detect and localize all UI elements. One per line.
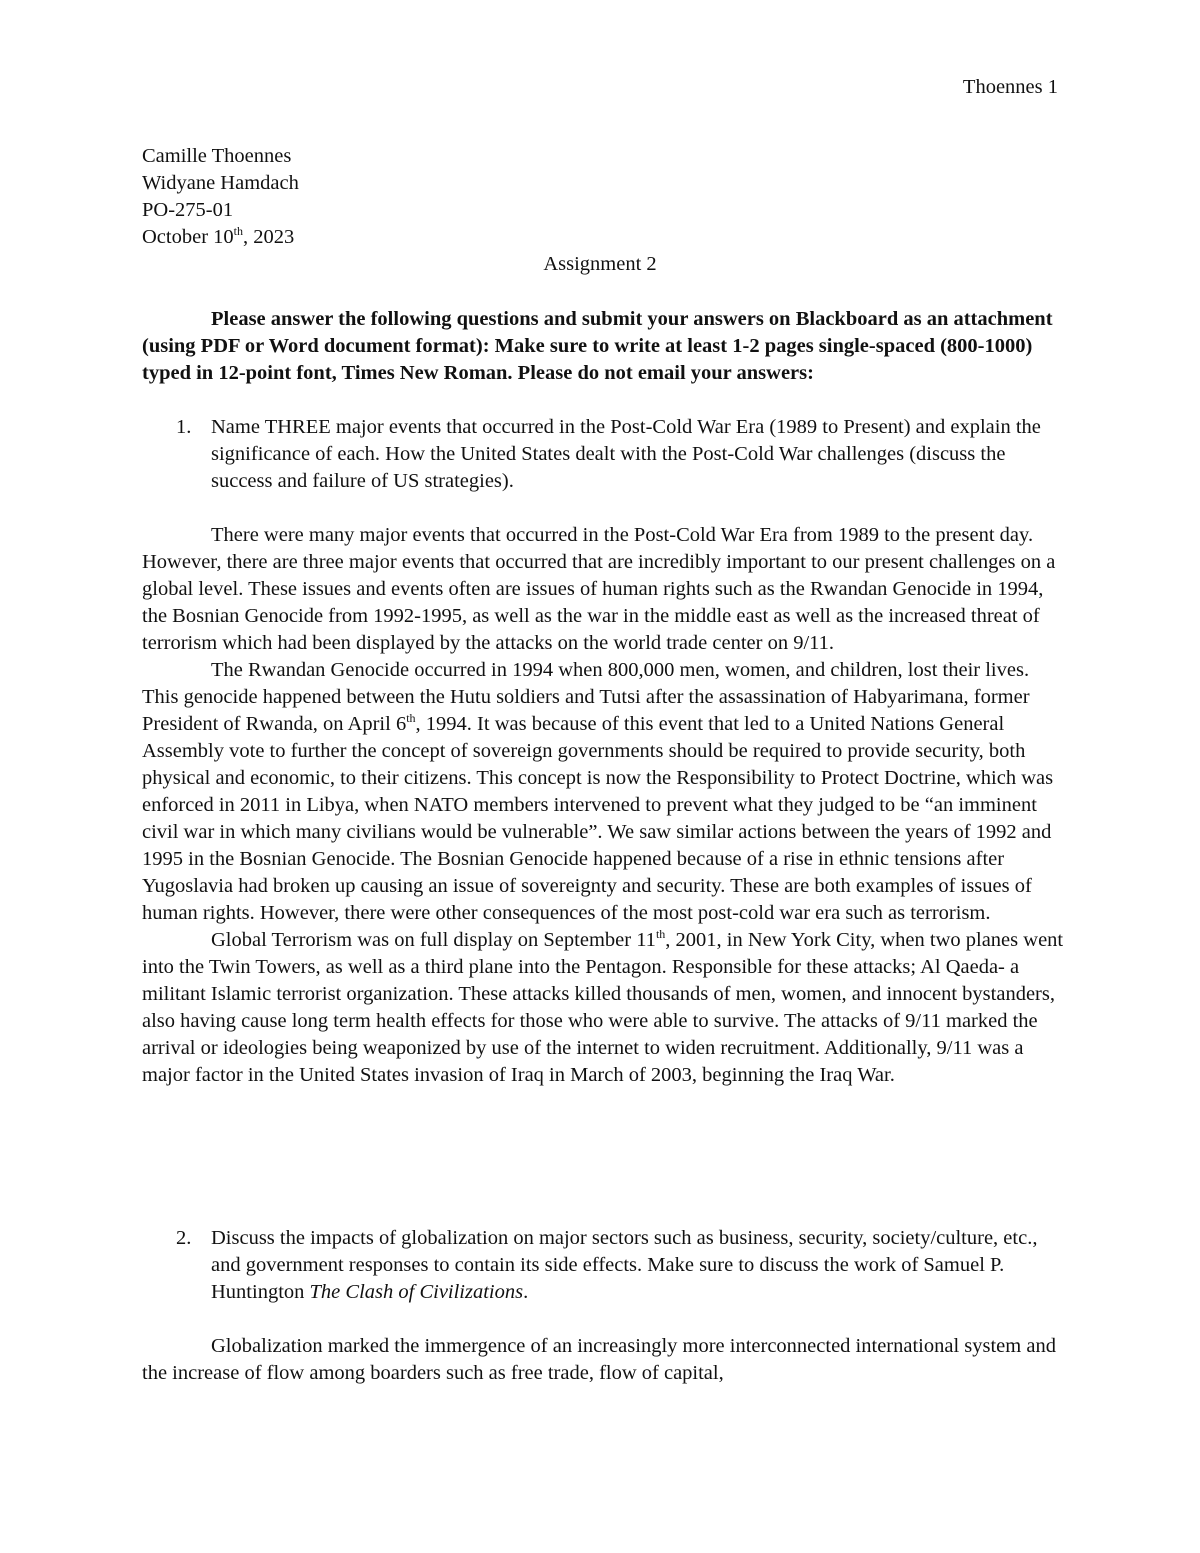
date-line bbox=[142, 224, 299, 251]
question-1 bbox=[142, 414, 1060, 495]
answer-1-paragraph-2-part-b: , 1994. It was because of this event that led to a United Nations General Assembly vote to further the concept of sovereign governments should be required to provide security, both physical and economic, to their citizens. This concept is now the Responsibility to Protect Doctrine, which was enforced in 2011 in Libya, when NATO members intervened to prevent what they judged to be “an imminent civil war in which many civilians would be vulnerable”. We saw similar actions between the years of 1992 and 1995 in the Bosnian Genocide. The Bosnian Genocide happened because of a rise in ethnic tensions after Yugoslavia had broken up causing an issue of sovereignty and security. These are both examples of issues of human rights. However, there were other consequences of the most post-cold war era such as terrorism. bbox=[142, 713, 1054, 924]
answer-1-paragraph-1: There were many major events that occurred in the Post-Cold War Era from 1989 to the present day. However, there are three major events that occurred that are incredibly important to our present challenges on a global level. These issues and events often are issues of human rights such as the Rwandan Genocide in 1994, the Bosnian Genocide from 1992-1995, as well as the war in the middle east as well as the increased threat of terrorism which had been displayed by the attacks on the world trade center on 9/11. bbox=[142, 524, 1056, 654]
date-superscript: th bbox=[233, 224, 243, 239]
question-2-number: 2. bbox=[176, 1227, 192, 1249]
page-header: Thoennes 1 bbox=[962, 76, 1058, 98]
student-name: Camille Thoennes bbox=[142, 145, 292, 167]
question-1-text: Name THREE major events that occurred in the Post-Cold War Era (1989 to Present) and explain the significance of each. How the United States dealt with the Post-Cold War challenges (discuss the success and failure of US strategies). bbox=[211, 416, 1041, 492]
answer-1-paragraph-3 bbox=[142, 927, 1064, 1089]
document-title: Assignment 2 bbox=[543, 253, 657, 275]
answer-2-paragraph-1: Globalization marked the immergence of an increasingly more interconnected international system and the increase of flow among boarders such as free trade, flow of capital, bbox=[142, 1335, 1056, 1384]
answer-1-paragraph-3-part-a: Global Terrorism was on full display on September 11 bbox=[211, 929, 656, 951]
mla-heading bbox=[142, 143, 299, 251]
question-1-number: 1. bbox=[176, 416, 192, 438]
prompt-text: Please answer the following questions and submit your answers on Blackboard as an attachment (using PDF or Word document format): Make sure to write at least 1-2 pages single-spaced (800-1000) typed in 12-point font, Times New Roman. Please do not email your answers: bbox=[142, 308, 1053, 384]
answer-1-paragraph-2-sup: th bbox=[406, 711, 416, 726]
answer-1-paragraph-2 bbox=[142, 657, 1064, 927]
answer-1-paragraph-3-part-b: , 2001, in New York City, when two planes went into the Twin Towers, as well as a third plane into the Pentagon. Responsible for these attacks; Al Qaeda- a militant Islamic terrorist organization. These attacks killed thousands of men, women, and innocent bystanders, also having cause long term health effects for those who were able to survive. The attacks of 9/11 marked the arrival or ideologies being weaponized by use of the internet to widen recruitment. Additionally, 9/11 was a major factor in the United States invasion of Iraq in March of 2003, beginning the Iraq War. bbox=[142, 929, 1064, 1086]
answer-1-paragraph-2-part-a: The Rwandan Genocide occurred in 1994 when 800,000 men, women, and children, lost their lives. This genocide happened between the Hutu soldiers and Tutsi after the assassination of Habyarimana, former President of Rwanda, on April 6 bbox=[142, 659, 1030, 735]
instructor-name: Widyane Hamdach bbox=[142, 172, 299, 194]
date-main: October 10 bbox=[142, 226, 234, 248]
course-code: PO-275-01 bbox=[142, 199, 234, 221]
question-2-text: Discuss the impacts of globalization on major sectors such as business, security, society/culture, etc., and government responses to contain its side effects. Make sure to discuss the work of Samuel P. Huntington bbox=[211, 1227, 1038, 1303]
assignment-prompt bbox=[142, 306, 1062, 387]
question-2 bbox=[142, 1225, 1060, 1306]
question-2-end: . bbox=[523, 1281, 529, 1303]
book-title: The Clash of Civilizations bbox=[309, 1281, 524, 1303]
answer-1 bbox=[142, 522, 1064, 1089]
answer-2 bbox=[142, 1333, 1064, 1387]
answer-1-paragraph-3-sup: th bbox=[655, 927, 666, 942]
date-rest: , 2023 bbox=[243, 226, 295, 248]
